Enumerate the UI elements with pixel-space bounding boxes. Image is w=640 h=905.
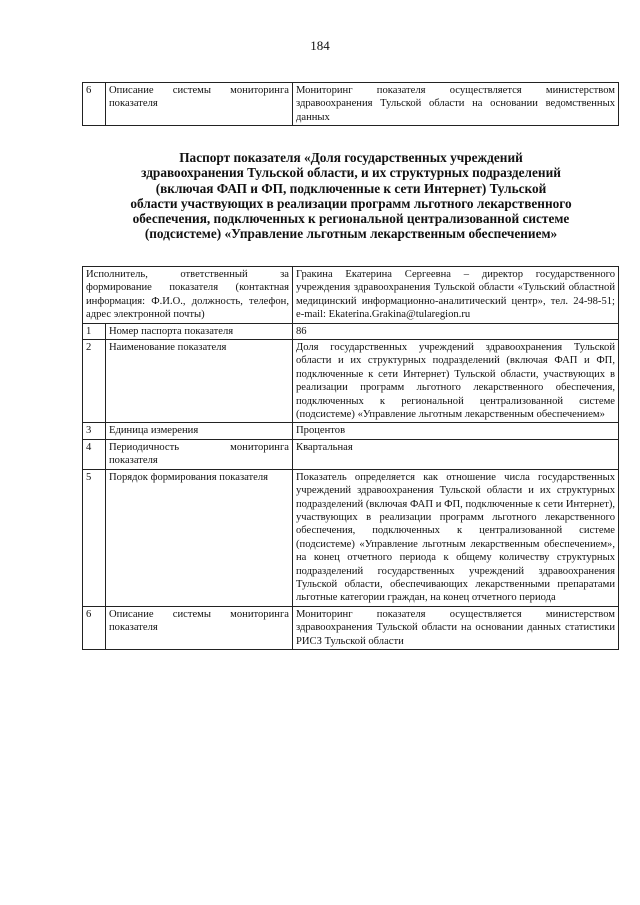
heading-line: здравоохранения Тульской области, и их структурных подразделений xyxy=(141,165,561,181)
executor-label: Исполнитель, ответственный за формирование показателя (контактная информация: Ф.И.О., должность, телефон, адрес электронной почты) xyxy=(83,267,293,324)
row-value: Мониторинг показателя осуществляется министерством здравоохранения Тульской области на основании данных статистики РИСЗ Тульской области xyxy=(293,606,619,649)
heading-line: (включая ФАП и ФП, подключенные к сети Интернет) Тульской xyxy=(155,180,547,196)
row-number: 6 xyxy=(83,606,106,649)
document-heading xyxy=(86,150,616,242)
row-value: Мониторинг показателя осуществляется министерством здравоохранения Тульской области на основании ведомственных данных xyxy=(293,83,619,126)
table-row xyxy=(83,439,619,469)
row-number: 2 xyxy=(83,340,106,423)
row-number: 5 xyxy=(83,469,106,606)
row-label: Номер паспорта показателя xyxy=(106,323,293,339)
executor-value: Гракина Екатерина Сергеевна – директор государственного учреждения здравоохранения Тульской области «Тульский областной медицинский информационно-аналитический центр», тел. 24-98-51; e-mail: Ekaterina.Grakina@tularegion.ru xyxy=(293,267,619,324)
table-row xyxy=(83,469,619,606)
table-row xyxy=(83,267,619,324)
row-label: Описание системы мониторинга показателя xyxy=(106,606,293,649)
heading-line: (подсистеме) «Управление льготным лекарственным обеспечением» xyxy=(144,226,558,242)
row-value: Показатель определяется как отношение числа государственных учреждений здравоохранения Тульской области и их структурных подразделений (включая ФАП и ФП, подключенные к сети Интернет), участвующих в реализации программ льготного лекарственного обеспечения, подключенных к централизованной системе (подсистеме) «Управление льготным лекарственным обеспечением», на конец отчетного периода к общему количеству структурных подразделений государственных учреждений здравоохранения Тульской области, обеспечивающих лекарственными препаратами льготные категории граждан, на конец отчетного периода xyxy=(293,469,619,606)
heading-line: Паспорт показателя «Доля государственных учреждений xyxy=(179,150,523,165)
row-value: 86 xyxy=(293,323,619,339)
table-row xyxy=(83,323,619,339)
row-label: Наименование показателя xyxy=(106,340,293,423)
row-number: 4 xyxy=(83,439,106,469)
row-value: Доля государственных учреждений здравоохранения Тульской области и их структурных подразделений (включая ФАП и ФП, подключенные к сети Интернет) Тульской области, участвующих в реализации программ льготного лекарственного обеспечения, подключенных к региональной централизованной системе (подсистеме) «Управление льготным лекарственным обеспечением» xyxy=(293,340,619,423)
row-number: 6 xyxy=(83,83,106,126)
row-number: 1 xyxy=(83,323,106,339)
row-label: Периодичность мониторинга показателя xyxy=(106,439,293,469)
table-row xyxy=(83,423,619,439)
heading-line: обеспечения, подключенных к региональной централизованной системе xyxy=(132,211,570,227)
table-row xyxy=(83,83,619,126)
heading-line: области участвующих в реализации программ льготного лекарственного xyxy=(130,195,572,211)
row-number: 3 xyxy=(83,423,106,439)
row-label: Единица измерения xyxy=(106,423,293,439)
row-value: Квартальная xyxy=(293,439,619,469)
passport-table xyxy=(82,266,619,650)
row-value: Процентов xyxy=(293,423,619,439)
page-number: 184 xyxy=(310,38,330,53)
top-table xyxy=(82,82,619,126)
row-label: Порядок формирования показателя xyxy=(106,469,293,606)
row-label: Описание системы мониторинга показателя xyxy=(106,83,293,126)
table-row xyxy=(83,606,619,649)
table-row xyxy=(83,340,619,423)
